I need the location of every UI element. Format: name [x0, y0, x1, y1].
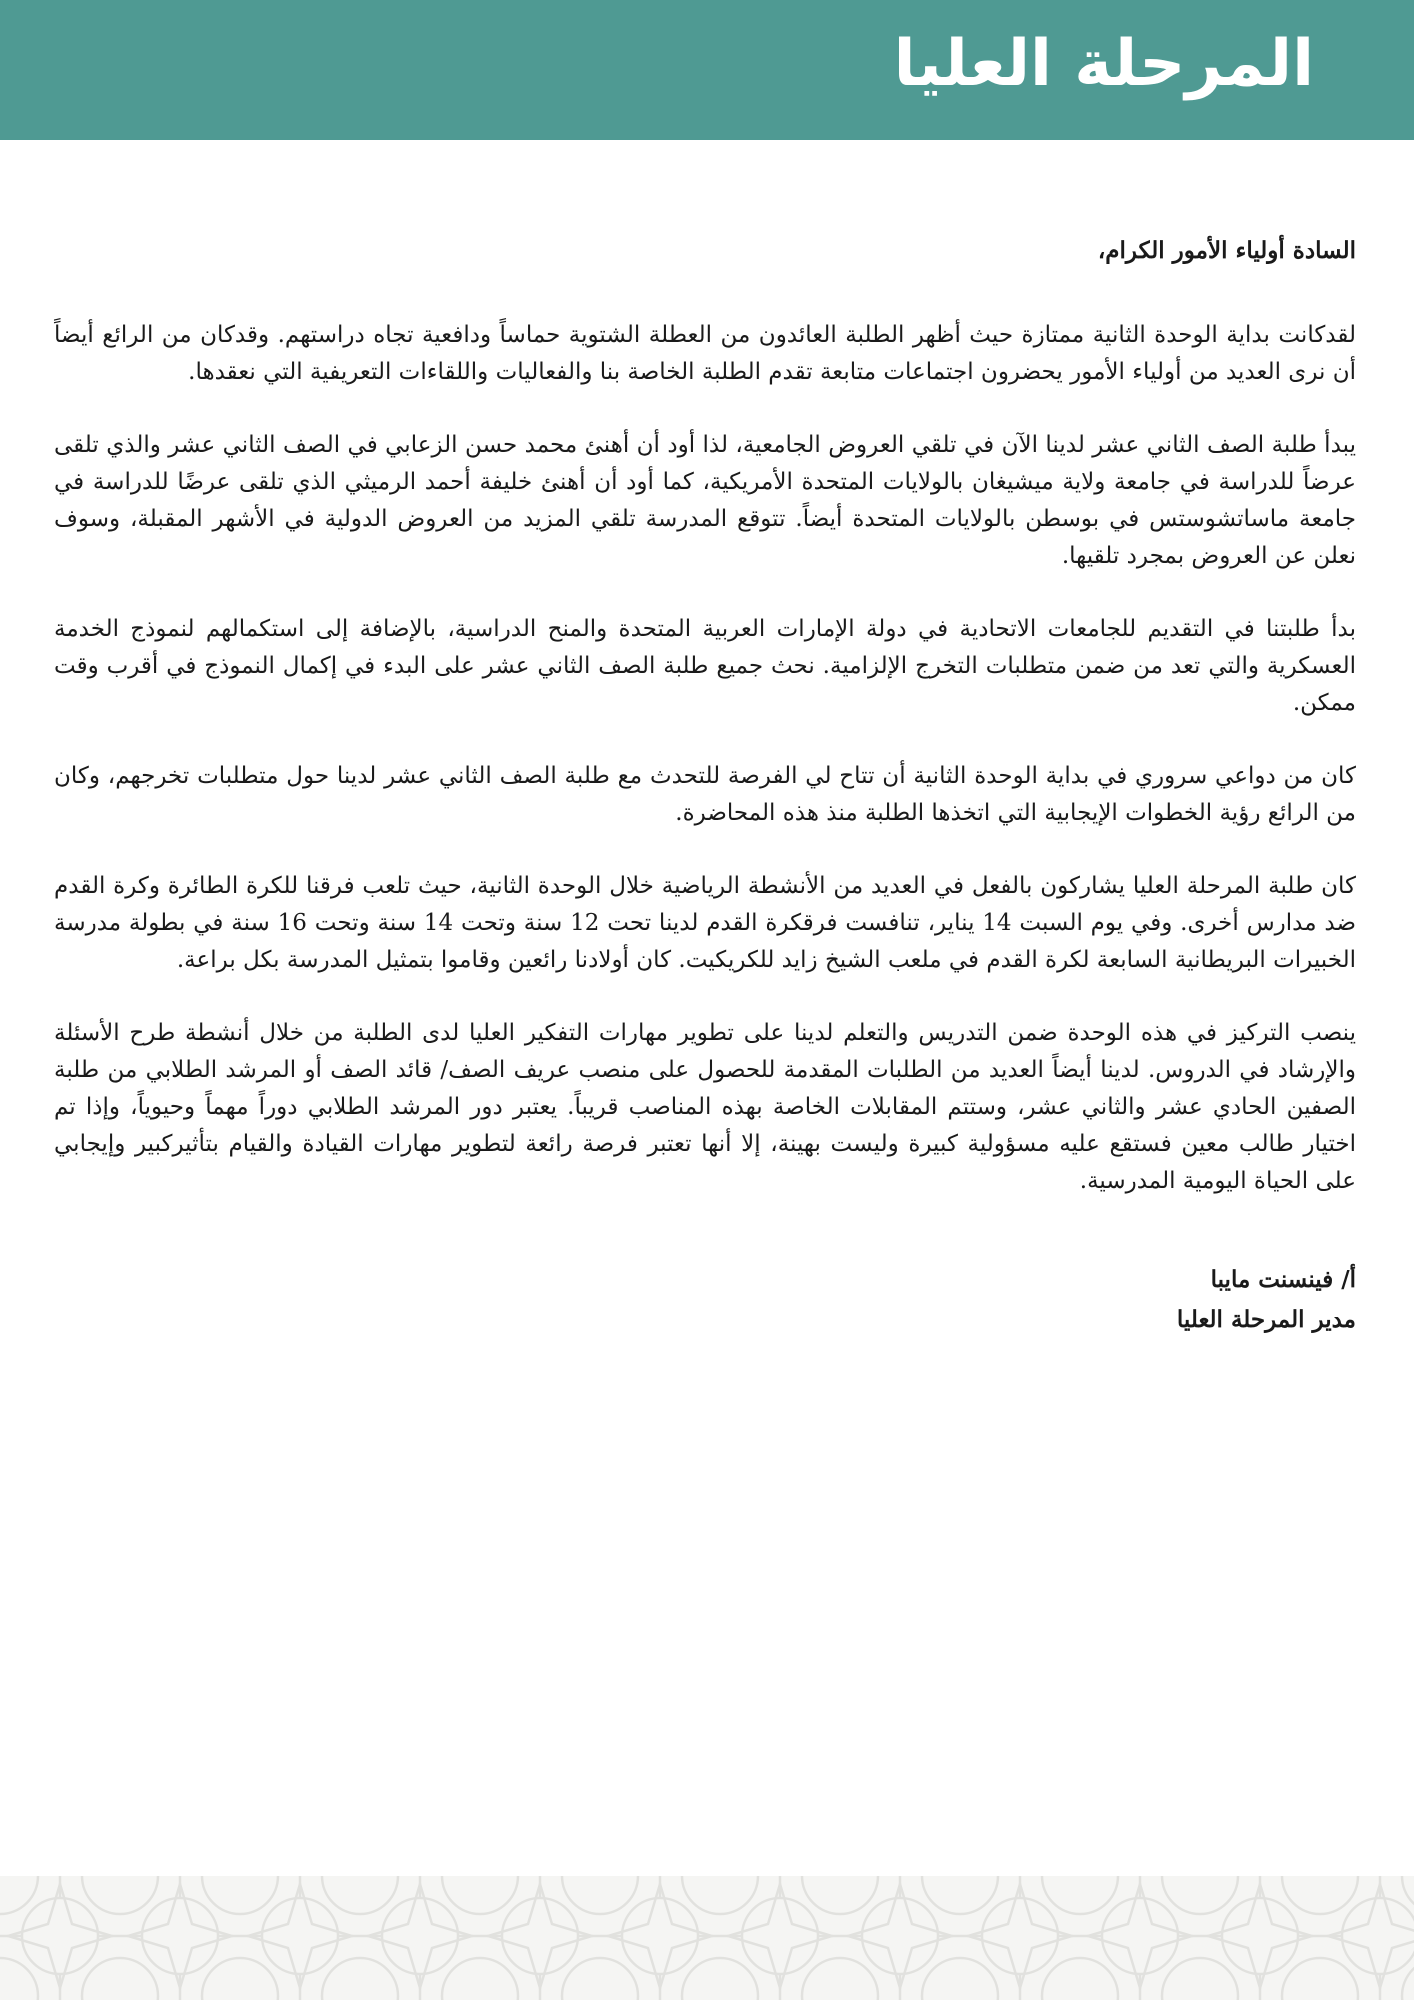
- signature-title: مدير المرحلة العليا: [1176, 1306, 1356, 1333]
- footer-pattern: [0, 1876, 1414, 2000]
- paragraph: كان من دواعي سروري في بداية الوحدة الثانية أن تتاح لي الفرصة للتحدث مع طلبة الصف الثاني عشر لدينا حول متطلبات تخرجهم، وكان من الرائع رؤية الخطوات الإيجابية التي اتخذها الطلبة منذ هذه المحاضرة.: [54, 763, 1356, 826]
- signature-name: أ/ فينسنت مايبا: [1210, 1266, 1356, 1293]
- page-title: المرحلة العليا: [893, 27, 1314, 101]
- header-band: [0, 0, 1414, 140]
- paragraph: ينصب التركيز في هذه الوحدة ضمن التدريس والتعلم لدينا على تطوير مهارات التفكير العليا لدى الطلبة من خلال أنشطة طرح الأسئلة والإرشاد في الدروس. لدينا أيضاً العديد من الطلبات المقدمة للحصول على منصب عريف الصف/ قائد الصف أو المرشد الطلابي من طلبة الصفين الحادي عشر والثاني عشر، وستتم المقابلات الخاصة بهذه المناصب قريباً. يعتبر دور المرشد الطلابي دوراً مهماً وحيوياً، وإذا تم اختيار طالب معين فستقع عليه مسؤولية كبيرة وليست بهينة، إلا أنها تعتبر فرصة رائعة لتطوير مهارات القيادة والقيام بتأثيركبير وإيجابي على الحياة اليومية المدرسية.: [54, 1020, 1356, 1194]
- salutation: السادة أولياء الأمور الكرام،: [1097, 237, 1356, 264]
- signature-block: [54, 1260, 1356, 1340]
- paragraph: يبدأ طلبة الصف الثاني عشر لدينا الآن في تلقي العروض الجامعية، لذا أود أن أهنئ محمد حسن الزعابي في الصف الثاني عشر والذي تلقى عرضاً للدراسة في جامعة ولاية ميشيغان بالولايات المتحدة الأمريكية، كما أود أن أهنئ خليفة أحمد الرميثي الذي تلقى عرضًا للدراسة في جامعة ماساتشوستس في بوسطن بالولايات المتحدة أيضاً. تتوقع المدرسة تلقي المزيد من العروض الدولية في الأشهر المقبلة، وسوف نعلن عن العروض بمجرد تلقيها.: [54, 432, 1356, 569]
- paragraph: بدأ طلبتنا في التقديم للجامعات الاتحادية في دولة الإمارات العربية المتحدة والمنح الدراسية، بالإضافة إلى استكمالهم لنموذج الخدمة العسكرية والتي تعد من ضمن متطلبات التخرج الإلزامية. نحث جميع طلبة الصف الثاني عشر على البدء في إكمال النموذج في أقرب وقت ممكن.: [54, 616, 1356, 716]
- letter-body: [54, 232, 1356, 1340]
- paragraph: لقدكانت بداية الوحدة الثانية ممتازة حيث أظهر الطلبة العائدون من العطلة الشتوية حماساً ودافعية تجاه دراستهم. وقدكان من الرائع أيضاً أن نرى العديد من أولياء الأمور يحضرون اجتماعات متابعة تقدم الطلبة الخاصة بنا والفعاليات واللقاءات التعريفية التي نعقدها.: [54, 322, 1356, 385]
- geometric-pattern-icon: [0, 1876, 1414, 2000]
- paragraph: كان طلبة المرحلة العليا يشاركون بالفعل في العديد من الأنشطة الرياضية خلال الوحدة الثانية، حيث تلعب فرقنا للكرة الطائرة وكرة القدم ضد مدارس أخرى. وفي يوم السبت 14 يناير، تنافست فرقكرة القدم لدينا تحت 12 سنة وتحت 14 سنة وتحت 16 سنة في بطولة مدرسة الخبيرات البريطانية السابعة لكرة القدم في ملعب الشيخ زايد للكريكيت. كان أولادنا رائعين وقاموا بتمثيل المدرسة بكل براعة.: [54, 873, 1356, 973]
